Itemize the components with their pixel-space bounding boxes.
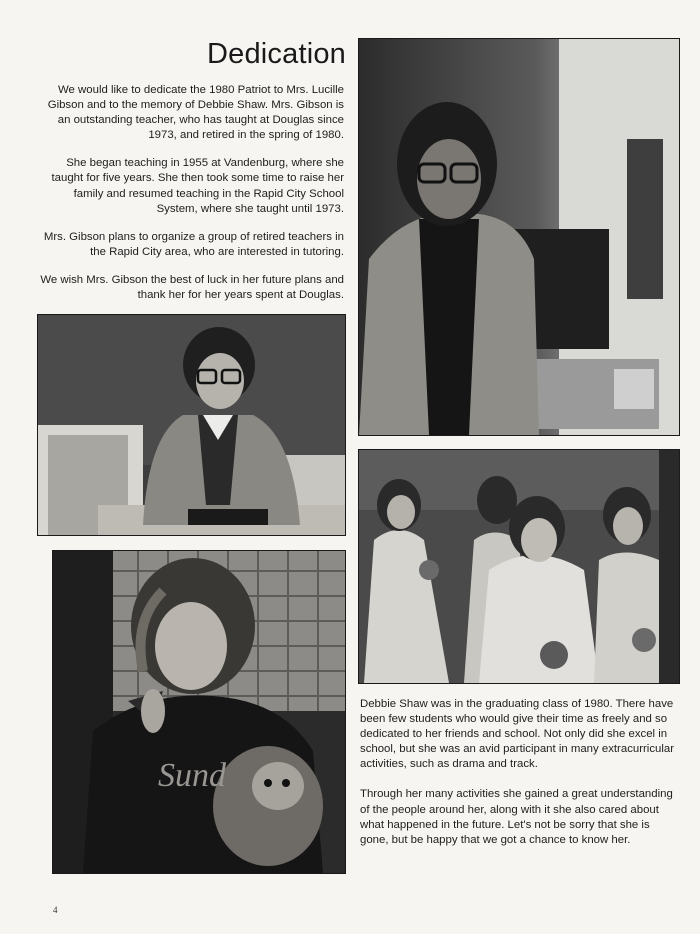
- shaw-paragraph-2: Through her many activities she gained a great understanding of the people around her, along with it she also cared about what happened in the future. Let's not be sorry that she is gone, but be happy that we got a chance to know her.: [360, 788, 673, 846]
- dedication-paragraph-4: We wish Mrs. Gibson the best of luck in her future plans and thank her for her years spent at Douglas.: [40, 273, 344, 302]
- dedication-paragraph-3: Mrs. Gibson plans to organize a group of retired teachers in the Rapid City area, who are interested in tutoring.: [43, 230, 344, 258]
- dedication-paragraph-2: She began teaching in 1955 at Vandenburg, where she taught for five years. She then took some time to raise her family and resumed teaching in the Rapid City School System, where she taught until 1973.: [51, 157, 344, 215]
- shaw-paragraph-1: Debbie Shaw was in the graduating class of 1980. There have been few students who would give their time as freely and so dedicated to her friends and school. Not only did she excel in school, but she was an avid participant in many extracurricular activities, such as drama and track.: [360, 698, 675, 771]
- dedication-text: [36, 83, 344, 316]
- svg-text:Sund: Sund: [158, 757, 226, 794]
- page-number: 4: [53, 905, 58, 915]
- gibson-standing-photo: [358, 38, 680, 436]
- graduation-photo: [358, 449, 680, 684]
- debbie-shaw-photo: [52, 550, 346, 874]
- debbie-shaw-text: [360, 697, 680, 863]
- page-title: Dedication: [206, 38, 346, 70]
- dedication-paragraph-1: We would like to dedicate the 1980 Patriot to Mrs. Lucille Gibson and to the memory of Debbie Shaw. Mrs. Gibson is an outstanding teacher, who has taught at Douglas since 1973, and retired in the spring of 1980.: [47, 84, 344, 142]
- gibson-desk-photo: [37, 314, 346, 536]
